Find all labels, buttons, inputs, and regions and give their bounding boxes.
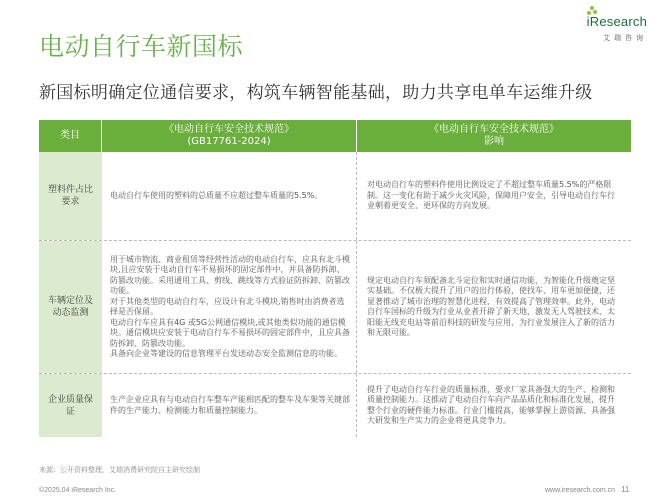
header-impact xyxy=(357,120,631,152)
standard-table xyxy=(39,120,631,437)
row-impact xyxy=(357,152,631,240)
header-impact-line1: 《电动自行车安全技术规范》 xyxy=(429,124,559,135)
table-row xyxy=(39,374,631,437)
standard-text: 电动自行车应具有4G 或5G公网通信模块,或其他类似功能的通信模块。通信模块应安装于电动自行车不易损坏的固定部件中，且应具备防拆卸、防篡改功能。 xyxy=(110,317,350,348)
row-standard xyxy=(102,241,357,373)
row-category: 车辆定位及动态监测 xyxy=(39,241,102,373)
copyright: ©2025.04 iResearch Inc. xyxy=(39,487,117,494)
table-row xyxy=(39,241,631,374)
row-impact xyxy=(357,374,631,437)
impact-text: 对电动自行车的塑料件使用比例设定了不超过整车质量5.5%的严格限制。这一变化有助于减少火灾风险，保障用户安全，引导电动自行车行业朝着更安全、更环保的方向发展。 xyxy=(367,180,615,211)
page-subtitle: 新国标明确定位通信要求，构筑车辆智能基础，助力共享电单车运维升级 xyxy=(39,83,593,103)
website-link[interactable]: www.iresearch.com.cn xyxy=(545,487,616,494)
standard-text: 对于其他类型的电动自行车，应设计有北斗模块,销售时由消费者选择是否保留。 xyxy=(110,296,345,316)
page-title: 电动自行车新国标 xyxy=(39,32,244,61)
header-category xyxy=(39,120,102,152)
standard-text: 电动自行车使用的塑料的总质量不应超过整车质量的5.5%。 xyxy=(110,190,323,200)
standard-text: 生产企业应具有与电动自行车整车产能相匹配的整车及车架等关键部件的生产能力、检测能力和质量控制能力。 xyxy=(110,395,350,415)
table-row xyxy=(39,152,631,241)
iresearch-logo xyxy=(585,6,647,46)
row-impact xyxy=(357,241,631,373)
logo-brand-cn: 艾瑞咨询 xyxy=(603,34,647,42)
source-note: 来源：公开资料整理，艾瑞消费研究院自主研究绘制 xyxy=(39,466,200,474)
header-standard xyxy=(102,120,357,152)
table-header xyxy=(39,120,631,152)
row-category: 企业质量保证 xyxy=(39,374,102,437)
header-impact-line2: 影响 xyxy=(484,136,504,147)
row-standard xyxy=(102,152,357,240)
header-standard-line2: (GB17761-2024) xyxy=(187,136,271,147)
standard-text: 用于城市物流、商业租赁等经营性活动的电动自行车，应具有北斗模块,且应安装于电动自行车不易损坏的固定部件中，并具备防拆卸、防篡改功能。采用通用工具、剪线、跳线等方式验证防拆卸、防篡改功能。 xyxy=(110,254,350,295)
impact-text: 规定电动自行车须配备北斗定位和实时通信功能，为智能化升级奠定坚实基础。不仅极大提升了用户的出行体验，使找车、用车更加便捷，还显著推动了城市治理的智慧化进程，有效提高了管理效率。此外，电动自行车国标的升级为行业从业者开辟了新天地，激发无人驾驶技术、太阳能无线充电站等前沿科技的研发与应用，为行业发展注入了新的活力和无限可能。 xyxy=(367,275,615,337)
header-standard-line1: 《电动自行车安全技术规范》 xyxy=(164,124,294,135)
row-standard xyxy=(102,374,357,437)
header-category-label: 类目 xyxy=(60,130,80,141)
impact-text: 提升了电动自行车行业的质量标准，要求厂家具备强大的生产、检测和质量控制能力。这推动了电动自行车向产品品质化和标准化发展，提升整个行业的硬件能力标准。行业门槛提高，能够掌握上游资源、具备强大研发和生产实力的企业将更具竞争力。 xyxy=(367,384,615,425)
standard-text: 具备向企业等建设的信息管理平台发送动态安全监测信息的功能。 xyxy=(110,349,342,358)
row-category: 塑料件占比要求 xyxy=(39,152,102,240)
page-number: 11 xyxy=(621,485,630,494)
logo-brand: iResearch xyxy=(586,14,647,29)
